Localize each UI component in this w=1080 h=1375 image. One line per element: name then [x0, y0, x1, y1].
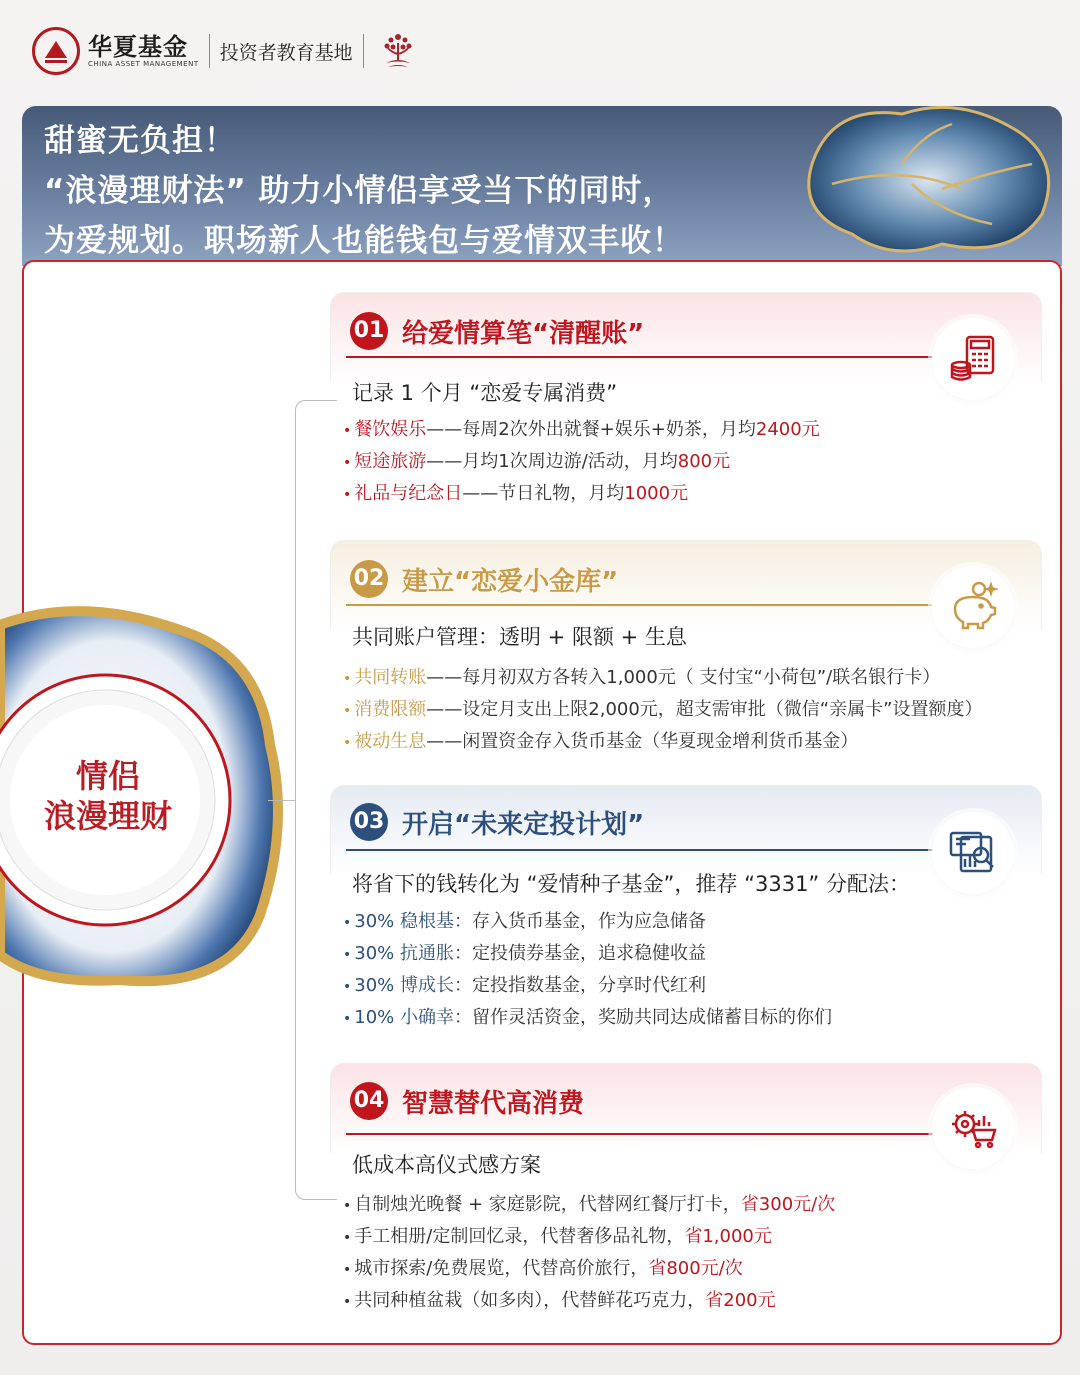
education-base-label: 投资者教育基地 — [219, 41, 353, 64]
item-key: 被动生息 — [354, 731, 427, 752]
bullet: • — [343, 947, 352, 963]
item-text: ——每周2次外出就餐+娱乐+奶茶，月均 — [426, 419, 756, 440]
bullet: • — [343, 1011, 352, 1027]
header-divider-2 — [363, 34, 364, 68]
header-divider — [209, 34, 210, 68]
section-4-item — [343, 1254, 743, 1280]
center-title-line-2: 浪漫理财 — [43, 797, 172, 835]
item-amount: 2400元 — [755, 419, 820, 440]
section-4-number: 04 — [350, 1082, 388, 1120]
item-text: 城市探索/免费展览，代替高价旅行， — [354, 1258, 649, 1279]
section-2-item — [343, 695, 982, 721]
bullet: • — [343, 487, 352, 503]
item-key: 餐饮娱乐 — [354, 419, 427, 440]
bullet: • — [343, 703, 352, 719]
bullet: • — [343, 979, 352, 995]
section-1-subtitle: 记录 1 个月 “恋爱专属消费” — [352, 381, 618, 405]
section-1-item — [343, 415, 820, 441]
bullet: • — [343, 455, 352, 471]
section-4-item — [343, 1286, 776, 1312]
item-text: ：留作灵活资金，奖励共同达成储蓄目标的你们 — [454, 1007, 832, 1028]
brand-header — [32, 26, 418, 76]
section-3-number: 03 — [350, 803, 388, 841]
section-3-item — [343, 1003, 832, 1029]
company-name-en: CHINA ASSET MANAGEMENT — [88, 60, 199, 68]
calculator-icon — [945, 331, 1001, 387]
section-1-number: 01 — [350, 312, 388, 350]
tree-logo-icon — [378, 29, 418, 73]
item-text: ：定投债券基金，追求稳健收益 — [454, 943, 706, 964]
section-1-item — [343, 479, 688, 505]
section-4-item — [343, 1190, 835, 1216]
section-2-subtitle: 共同账户管理：透明 + 限额 + 生息 — [352, 625, 687, 649]
item-key: 30% 抗通胀 — [354, 943, 454, 964]
section-3-item — [343, 939, 706, 965]
item-text: ——月均1次周边游/活动，月均 — [426, 451, 678, 472]
section-3-item — [343, 907, 706, 933]
section-4-rule — [346, 1133, 936, 1135]
section-1-rule — [346, 356, 936, 358]
bracket-connector — [268, 800, 296, 801]
item-amount: 省300元/次 — [740, 1194, 836, 1215]
company-name-cn: 华夏基金 — [88, 33, 188, 61]
center-title — [38, 756, 178, 836]
section-2-number: 02 — [350, 560, 388, 598]
center-title-line-1: 情侣 — [75, 757, 140, 795]
bullet: • — [343, 915, 352, 931]
item-key: 短途旅游 — [354, 451, 427, 472]
item-key: 30% 博成长 — [354, 975, 454, 996]
bullet: • — [343, 671, 352, 687]
company-name — [88, 34, 199, 68]
item-amount: 800元 — [677, 451, 731, 472]
item-amount: 1000元 — [624, 483, 689, 504]
section-1-title: 给爱情算笔“清醒账” — [402, 319, 645, 349]
section-4-title: 智慧替代高消费 — [402, 1089, 585, 1119]
item-key: 10% 小确幸 — [354, 1007, 454, 1028]
item-amount: 省200元 — [705, 1290, 776, 1311]
section-4-item — [343, 1222, 772, 1248]
section-4-subtitle: 低成本高仪式感方案 — [352, 1153, 541, 1177]
section-2-icon-badge — [932, 566, 1014, 648]
item-text: ：定投指数基金，分享时代红利 — [454, 975, 706, 996]
item-text: 自制烛光晚餐 + 家庭影院，代替网红餐厅打卡， — [354, 1194, 741, 1215]
item-amount: 省800元/次 — [648, 1258, 743, 1279]
company-logo-icon — [32, 27, 80, 75]
section-2-item — [343, 727, 858, 753]
item-text: ——闲置资金存入货币基金（华夏现金增利货币基金） — [426, 731, 859, 752]
bullet: • — [343, 1230, 352, 1246]
section-1-item — [343, 447, 730, 473]
section-1-icon-badge — [932, 318, 1014, 400]
item-text: ——设定月支出上限2,000元，超支需审批（微信“亲属卡”设置额度） — [426, 699, 983, 720]
intro-line-3: 为爱规划。职场新人也能钱包与爱情双丰收！ — [44, 223, 684, 259]
piggy-bank-icon — [945, 579, 1001, 635]
bullet: • — [343, 423, 352, 439]
bullet: • — [343, 1262, 352, 1278]
section-3-item — [343, 971, 706, 997]
intro-line-1: 甜蜜无负担！ — [44, 123, 236, 159]
item-text: ——每月初双方各转入1,000元（ 支付宝“小荷包”/联名银行卡） — [426, 667, 941, 688]
intro-text — [44, 116, 684, 266]
gear-cart-icon — [945, 1100, 1001, 1156]
section-3-icon-badge — [932, 812, 1014, 894]
item-key: 礼品与纪念日 — [354, 483, 463, 504]
item-text: ——节日礼物，月均 — [462, 483, 625, 504]
item-text: ：存入货币基金，作为应急储备 — [454, 911, 706, 932]
section-2-item — [343, 663, 940, 689]
section-2-title: 建立“恋爱小金库” — [402, 567, 619, 597]
item-amount: 省1,000元 — [684, 1226, 772, 1247]
item-key: 消费限额 — [354, 699, 427, 720]
bullet: • — [343, 735, 352, 751]
intro-line-2: “浪漫理财法” 助力小情侣享受当下的同时， — [44, 173, 675, 209]
section-4-icon-badge — [932, 1087, 1014, 1169]
section-2-rule — [346, 604, 936, 606]
item-key: 共同转账 — [354, 667, 427, 688]
item-key: 30% 稳根基 — [354, 911, 454, 932]
item-text: 手工相册/定制回忆录，代替奢侈品礼物， — [354, 1226, 685, 1247]
section-3-title: 开启“未来定投计划” — [402, 810, 645, 840]
bullet: • — [343, 1294, 352, 1310]
section-3-rule — [346, 849, 936, 851]
section-3-subtitle: 将省下的钱转化为 “爱情种子基金”，推荐 “3331” 分配法： — [352, 872, 910, 896]
chart-magnifier-icon — [945, 825, 1001, 881]
marble-leaf-decoration — [792, 94, 1064, 264]
bullet: • — [343, 1198, 352, 1214]
item-text: 共同种植盆栽（如多肉），代替鲜花巧克力， — [354, 1290, 706, 1311]
